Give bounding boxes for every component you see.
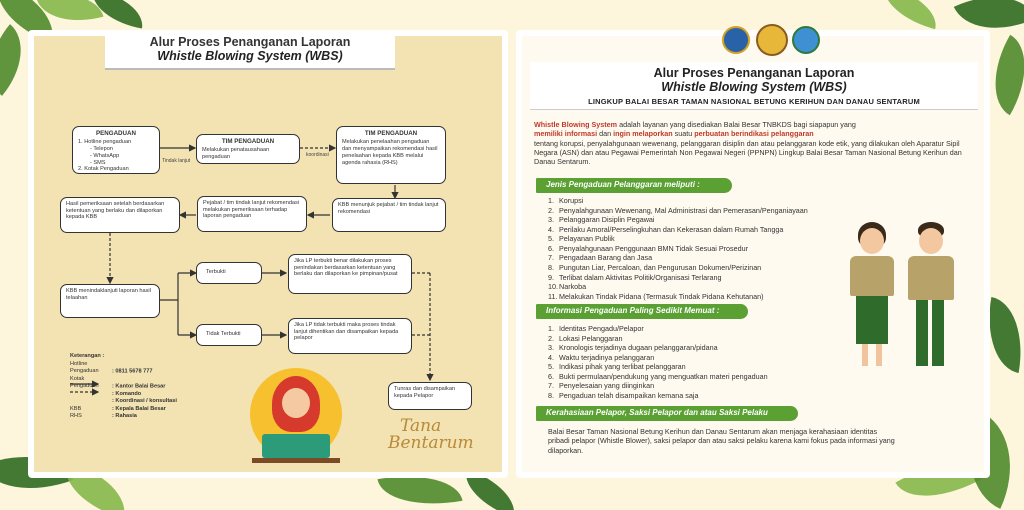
- kbb-menunjuk-box: [332, 198, 446, 232]
- pengaduan-item: 2. Kotak Pengaduan: [78, 166, 129, 173]
- male-officer-illustration: [904, 222, 958, 372]
- list-item: 5. Pelayanan Publik: [548, 234, 615, 244]
- brand-line-2: Bentarum: [388, 433, 474, 453]
- right-subtitle: Whistle Blowing System (WBS): [661, 80, 847, 94]
- legend-row: [70, 391, 177, 399]
- brand-logo: [370, 418, 474, 452]
- tunas-box: [388, 382, 472, 410]
- legend-row: [70, 361, 177, 376]
- operator-desk: [252, 458, 340, 463]
- kerahasiaan-desc: Balai Besar Taman Nasional Betung Kerihun dan Danau Sentarum akan menjaga kerahasiaan identitas pribadi pelapor (Whistle Blower), saksi pelapor dan atau saksi pelaku karena kami fokus pada informasi yang dilaporkan.: [548, 427, 895, 455]
- legend-value: : Kantor Balai Besar: [112, 383, 166, 390]
- list-jenis: [548, 196, 808, 301]
- brand-line-1: Tana: [400, 416, 442, 436]
- hasil-text: Hasil pemeriksaan setelah berdasarkan ketentuan yang berlaku dan dilaporkan kepada KBB: [66, 201, 165, 221]
- intro-highlight: Whistle Blowing System: [534, 120, 618, 129]
- operator-laptop: [262, 434, 330, 458]
- female-officer-illustration: [846, 222, 896, 372]
- list-item: 4. Perilaku Amoral/Perselingkuhan dan Kekerasan dalam Rumah Tangga: [548, 224, 784, 234]
- right-scope: LINGKUP BALAI BESAR TAMAN NASIONAL BETUNG KERIHUN DAN DANAU SENTARUM: [588, 97, 920, 106]
- intro-text: adalah layanan yang disediakan Balai Besar TNBKDS bagi siapapun yang: [617, 120, 856, 129]
- terbukti-label: Terbukti: [206, 269, 226, 275]
- operator-face: [282, 388, 310, 418]
- tim-pengaduan-1-box: [196, 134, 300, 164]
- tim-pengaduan-2-box: [336, 126, 446, 184]
- intro-text: tentang korupsi, penyalahgunaan wewenang, pelanggaran disiplin dan atau pelanggaran kode etik, yang dilakukan oleh Aparatur Sipil Negara (ASN) dan atau Pegawai Pemerintah Non Pegawai Negeri (PPNPN) Lingkup Balai Besar Taman Nasional Betung Kerihun dan Danau Sentarum.: [534, 138, 962, 167]
- intro-highlight: perbuatan berindikasi pelanggaran: [694, 129, 814, 139]
- list-item: 2. Lokasi Pelanggaran: [548, 333, 623, 343]
- lp-tidak-text: Jika LP tidak terbukti maka proses tindak lanjut dihentikan dan disampaikan kepada pelapor: [294, 322, 399, 342]
- lp-terbukti-text: Jika LP terbukti benar dilakukan proses penindakan berdasarkan ketentuan yang berlaku dan dilaporkan ke pimpinan/pusat: [294, 258, 398, 278]
- right-title: Alur Proses Penanganan Laporan: [653, 66, 855, 80]
- intro-text: dan: [597, 129, 614, 139]
- legend-row: [70, 413, 177, 421]
- kbb-menunjuk-text: KBB menunjuk pejabat / tim tindak lanjut rekomendasi: [338, 202, 439, 215]
- intro-highlight: memiliki informasi: [534, 129, 598, 139]
- legend-value: : Koordinasi / konsultasi: [112, 398, 177, 405]
- lp-terbukti-box: [288, 254, 412, 294]
- intro-highlight: ingin melaporkan: [613, 129, 673, 139]
- list-item: 4. Waktu terjadinya pelanggaran: [548, 352, 655, 362]
- terbukti-box: [196, 262, 262, 284]
- legend-value: : Kepala Balai Besar: [112, 405, 166, 412]
- kbb-tindak-box: [60, 284, 160, 318]
- list-item: 11. Melakukan Tindak Pidana (Termasuk Tindak Pidana Kehutanan): [548, 291, 764, 301]
- legend-row: [70, 398, 177, 406]
- tim-pengaduan-2-head: TIM PENGADUAN: [364, 130, 418, 137]
- list-item: 2. Penyalahgunaan Wewenang, Mal Administrasi dan Pemerasan/Penganiayaan: [548, 205, 808, 215]
- list-item: 7. Pengadaan Barang dan Jasa: [548, 253, 653, 263]
- pengaduan-item: - SMS: [90, 159, 106, 166]
- legend-row: [70, 376, 177, 391]
- tunas-text: Tunras dan disampaikan kepada Pelapor: [394, 386, 456, 399]
- legend: [70, 353, 177, 421]
- hasil-box: [60, 197, 180, 233]
- list-item: 7. Penyelesaian yang diinginkan: [548, 381, 655, 391]
- left-subtitle: Whistle Blowing System (WBS): [157, 49, 343, 63]
- list-item: 6. Penyalahgunaan Penggunaan BMN Tidak Sesuai Prosedur: [548, 243, 749, 253]
- list-item: 3. Pelanggaran Disiplin Pegawai: [548, 215, 655, 225]
- section-head-jenis: Jenis Pengaduan Pelanggaran meliputi :: [536, 178, 732, 193]
- list-item: 9. Terlibat dalam Aktivitas Politik/Organisasi Terlarang: [548, 272, 722, 282]
- tim-pengaduan-2-body: Melakukan penelaahan pengaduan dan menyampaikan rekomendasi hasil penelaahan kepada KBB melalui agenda rahasia (RHS): [342, 139, 438, 166]
- legend-title: Keterangan :: [70, 353, 105, 359]
- list-informasi: [548, 324, 768, 401]
- tidak-terbukti-box: [196, 324, 262, 346]
- intro-text: suatu: [672, 129, 695, 139]
- section-head-kerahasiaan: Kerahasiaan Pelapor, Saksi Pelapor dan atau Saksi Pelaku: [536, 406, 798, 421]
- legend-key: Kotak Pengaduan: [70, 375, 99, 390]
- pejabat-text: Pejabat / tim tindak lanjut rekomendasi melakukan pemeriksaan terhadap laporan pengaduan: [203, 200, 300, 220]
- pengaduan-item: - Telepon: [90, 146, 113, 153]
- legend-key: Hotline Pengaduan: [70, 360, 99, 375]
- kbb-tindak-text: KBB menindaklanjuti laporan hasil telaahan: [66, 288, 151, 301]
- list-item: 8. Pungutan Liar, Percaloan, dan Pengurusan Dokumen/Perizinan: [548, 263, 762, 273]
- lp-tidak-box: [288, 318, 412, 354]
- legend-key: KBB: [70, 405, 82, 412]
- pengaduan-box: [72, 126, 160, 174]
- list-item: 10.Narkoba: [548, 282, 587, 292]
- list-item: 1. Korupsi: [548, 196, 584, 205]
- list-item: 8. Pengaduan telah disampaikan kemana saja: [548, 391, 699, 401]
- intro-paragraph: [534, 120, 980, 167]
- pengaduan-item: 1. Hotline pengaduan: [78, 139, 132, 146]
- list-item: 6. Bukti permulaan/pendukung yang menguatkan materi pengaduan: [548, 371, 768, 381]
- label-tindak-lanjut: Tindak lanjut: [162, 158, 191, 164]
- right-title-box: [530, 62, 978, 110]
- legend-value: : 0811 5678 777: [112, 368, 153, 375]
- list-item: 5. Indikasi pihak yang terlibat pelanggaran: [548, 362, 686, 372]
- left-title: Alur Proses Penanganan Laporan: [149, 35, 351, 49]
- legend-value: : Rahasia: [112, 413, 137, 420]
- pengaduan-item: - WhatsApp: [90, 152, 120, 159]
- list-item: 3. Kronologis terjadinya dugaan pelanggaran/pidana: [548, 343, 718, 353]
- tim-pengaduan-1-body: Melakukan penatausahaan pengaduan: [202, 147, 270, 161]
- legend-row: [70, 406, 177, 414]
- list-item: 1. Identitas Pengadu/Pelapor: [548, 324, 644, 333]
- pengaduan-head: PENGADUAN: [96, 130, 136, 137]
- legend-value: : Komando: [112, 390, 142, 397]
- legend-key: RHS: [70, 413, 82, 420]
- tim-pengaduan-1-head: TIM PENGADUAN: [221, 138, 275, 145]
- pejabat-box: [197, 196, 307, 232]
- tidak-terbukti-label: Tidak Terbukti: [206, 331, 241, 337]
- section-head-informasi: Informasi Pengaduan Paling Sedikit Memuat :: [536, 304, 748, 319]
- label-koordinasi: koordinasi: [306, 152, 329, 158]
